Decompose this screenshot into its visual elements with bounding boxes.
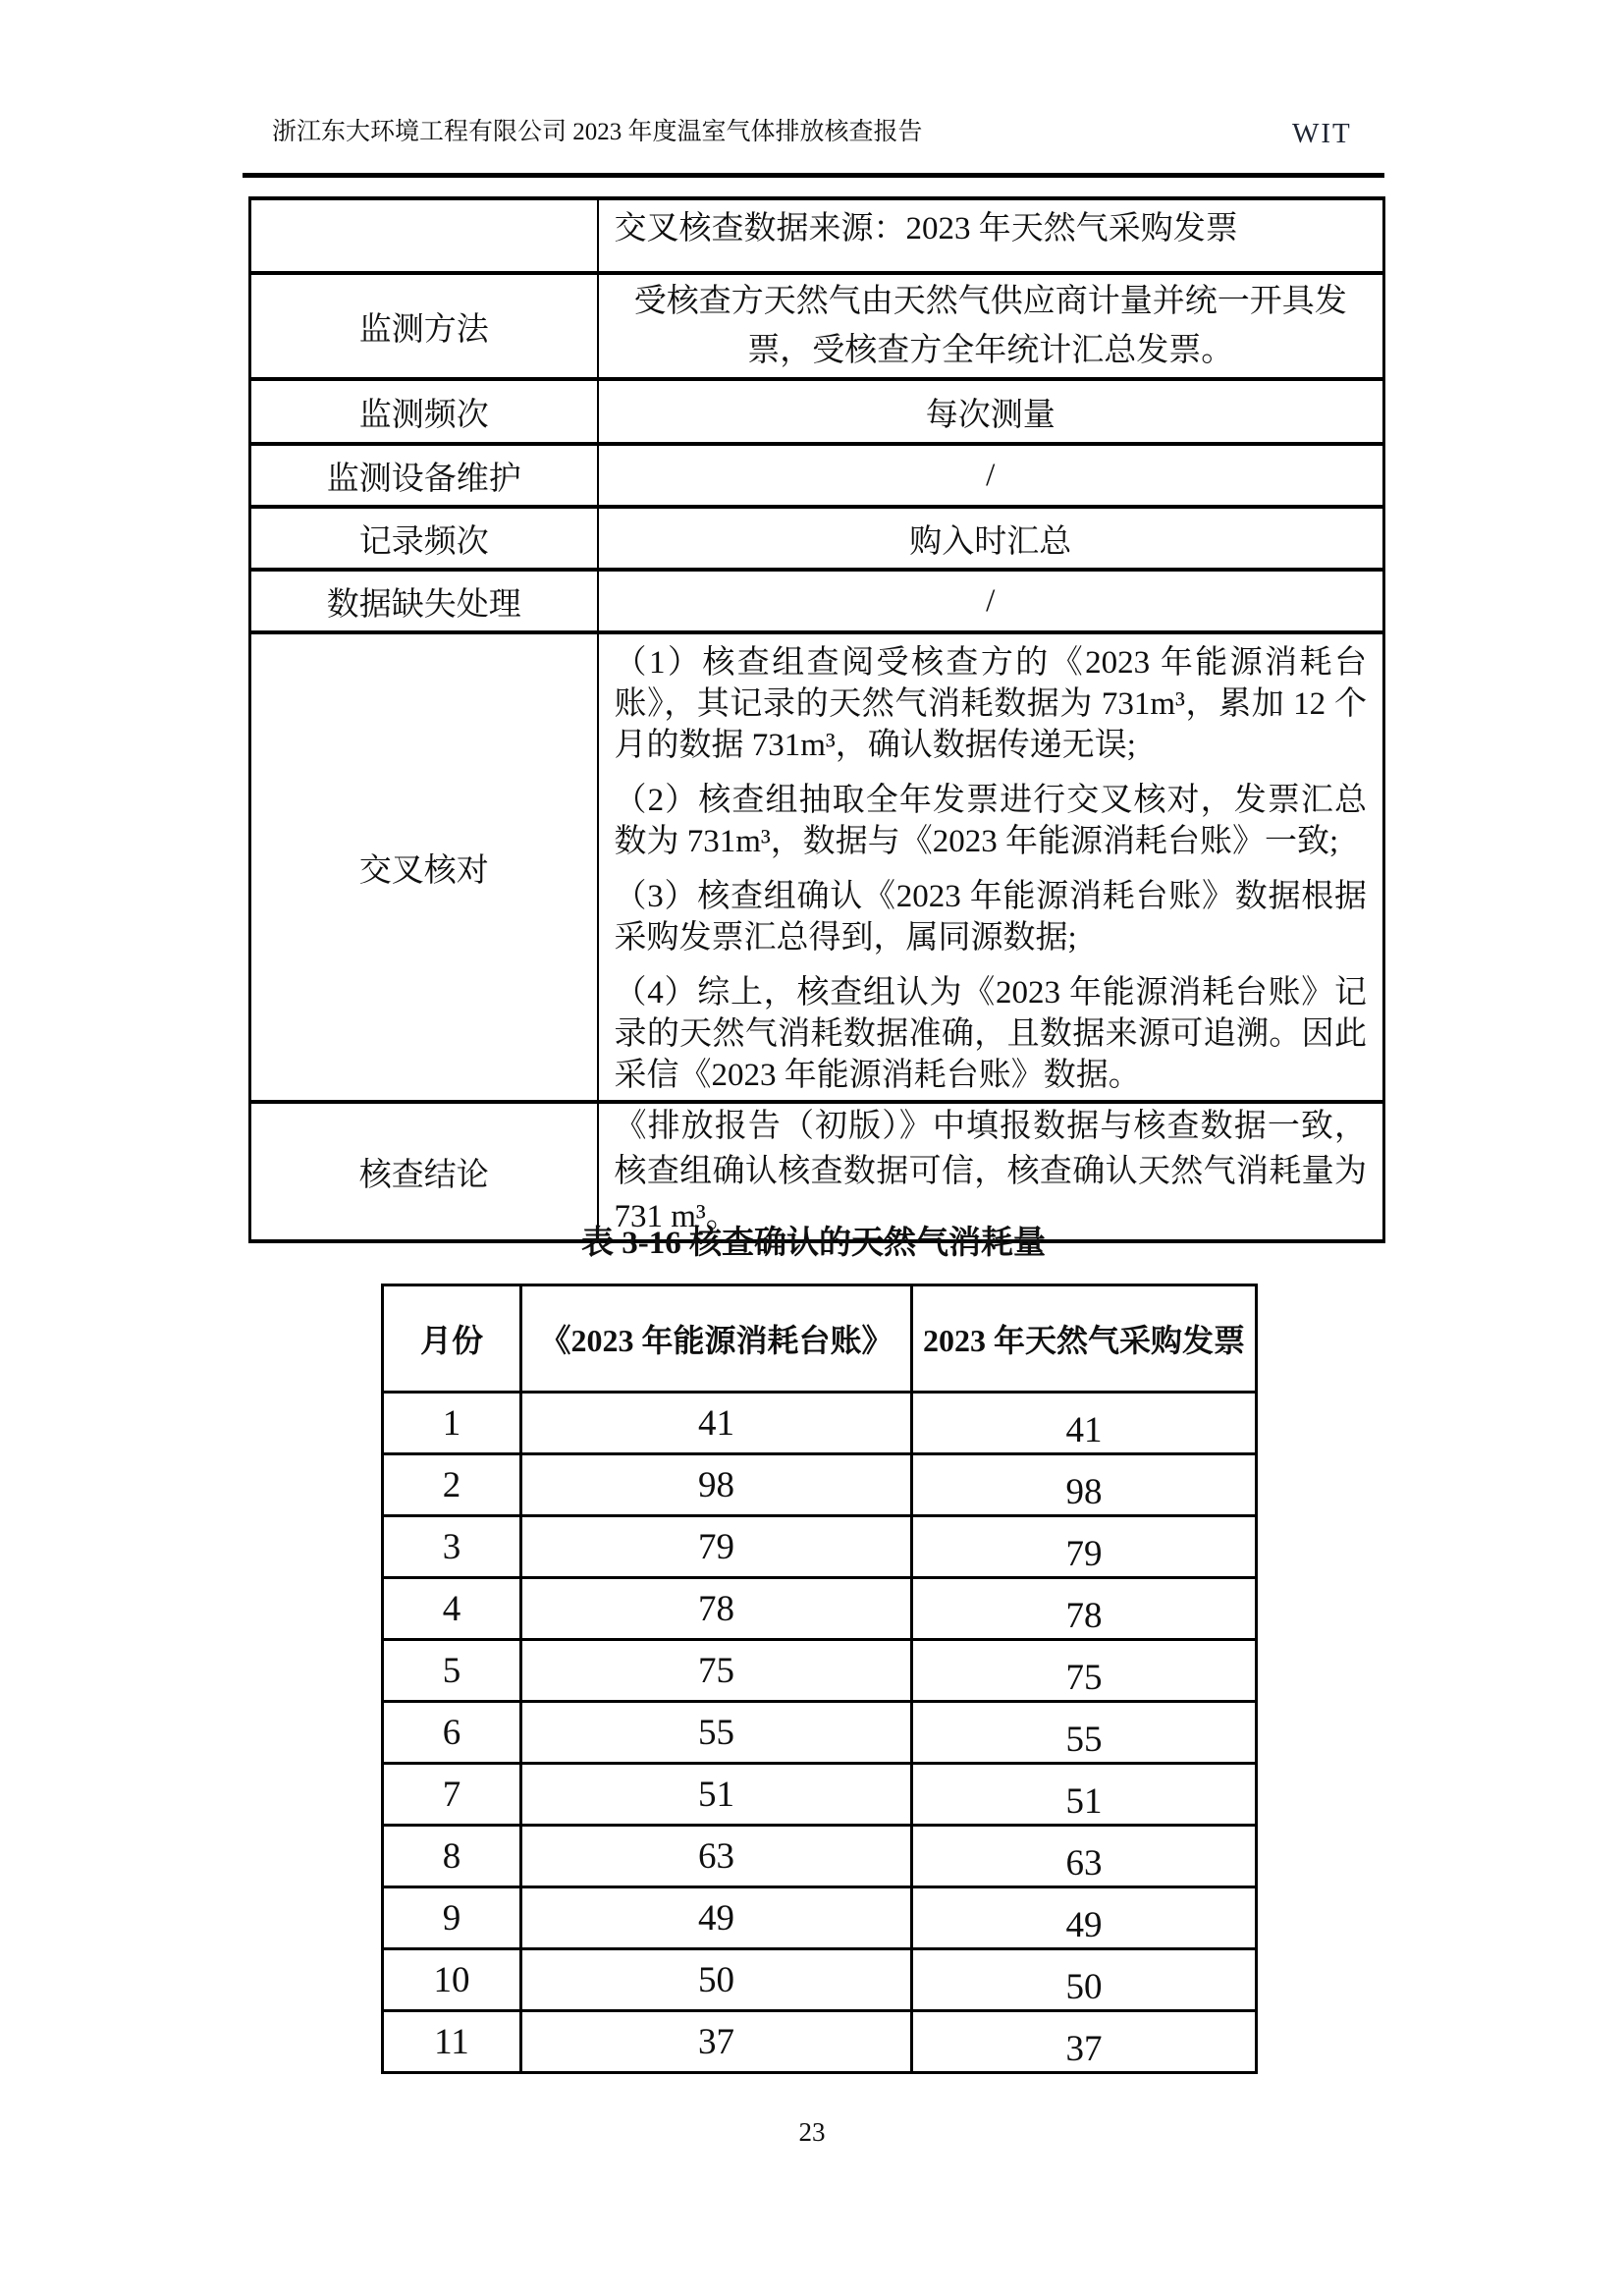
invoice-value-cell (912, 1640, 1257, 1702)
invoice-value-cell (912, 1393, 1257, 1454)
invoice-value-cell (912, 1764, 1257, 1826)
row-label: 监测频次 (250, 379, 598, 444)
invoice-value: 51 (1065, 1780, 1103, 1822)
table-row (383, 1887, 1257, 1949)
invoice-value: 75 (1065, 1657, 1103, 1698)
ledger-value-cell: 63 (521, 1826, 912, 1887)
table-row (383, 1578, 1257, 1640)
header-row (383, 1285, 1257, 1393)
row-label: 交叉核对 (250, 632, 598, 1102)
invoice-value-cell (912, 1454, 1257, 1516)
table-row (383, 1393, 1257, 1454)
row-value: 交叉核查数据来源：2023 年天然气采购发票 (598, 198, 1384, 273)
table-row (383, 1516, 1257, 1578)
month-cell: 4 (383, 1578, 521, 1640)
invoice-value-cell (912, 1516, 1257, 1578)
month-cell: 7 (383, 1764, 521, 1826)
month-cell: 9 (383, 1887, 521, 1949)
invoice-value: 79 (1065, 1533, 1103, 1574)
ledger-value-cell: 78 (521, 1578, 912, 1640)
table-caption: 表 3-16 核查确认的天然气消耗量 (581, 1226, 1046, 1261)
row-value: 购入时汇总 (598, 507, 1384, 570)
table-row (383, 2011, 1257, 2073)
invoice-value-cell (912, 2011, 1257, 2073)
ledger-value-cell: 41 (521, 1393, 912, 1454)
invoice-value-cell (912, 1702, 1257, 1764)
month-cell: 1 (383, 1393, 521, 1454)
table-row (250, 570, 1384, 632)
header-divider (243, 173, 1384, 178)
month-cell: 10 (383, 1949, 521, 2011)
column-header-invoice: 2023 年天然气采购发票 (912, 1285, 1257, 1393)
table-row (250, 379, 1384, 444)
row-value: 受核查方天然气由天然气供应商计量并统一开具发票，受核查方全年统计汇总发票。 (598, 273, 1384, 379)
cross-check-cell (598, 632, 1384, 1102)
row-label: 监测设备维护 (250, 444, 598, 507)
row-value: / (598, 570, 1384, 632)
month-cell: 2 (383, 1454, 521, 1516)
table-row (383, 1826, 1257, 1887)
cross-check-paragraph: （3）核查组确认《2023 年能源消耗台账》数据根据采购发票汇总得到，属同源数据; (614, 879, 1367, 956)
ledger-value-cell: 49 (521, 1887, 912, 1949)
month-cell: 5 (383, 1640, 521, 1702)
invoice-value-cell (912, 1949, 1257, 2011)
report-header-title: 浙江东大环境工程有限公司 2023 年度温室气体排放核查报告 (272, 119, 923, 145)
invoice-value: 78 (1065, 1595, 1103, 1636)
invoice-value: 49 (1065, 1904, 1103, 1945)
page-number: 23 (798, 2117, 826, 2147)
invoice-value: 63 (1065, 1842, 1103, 1884)
table-row (383, 1764, 1257, 1826)
table-row (383, 1454, 1257, 1516)
ledger-value-cell: 98 (521, 1454, 912, 1516)
wit-logo: WIT (1292, 118, 1352, 149)
ledger-value-cell: 55 (521, 1702, 912, 1764)
month-cell: 8 (383, 1826, 521, 1887)
table-row (250, 444, 1384, 507)
table-row (250, 198, 1384, 273)
table-row (383, 1949, 1257, 2011)
ledger-value-cell: 51 (521, 1764, 912, 1826)
consumption-table (381, 1284, 1258, 2074)
invoice-value-cell (912, 1887, 1257, 1949)
ledger-value-cell: 79 (521, 1516, 912, 1578)
row-label: 监测方法 (250, 273, 598, 379)
invoice-value-cell (912, 1826, 1257, 1887)
row-label: 记录频次 (250, 507, 598, 570)
cross-check-paragraph: （4）综上，核查组认为《2023 年能源消耗台账》记录的天然气消耗数据准确，且数据来源可追溯。因此采信《2023 年能源消耗台账》数据。 (614, 975, 1367, 1093)
column-header-month: 月份 (383, 1285, 521, 1393)
month-cell: 11 (383, 2011, 521, 2073)
table-row (250, 632, 1384, 1102)
row-label (250, 198, 598, 273)
row-value: 《排放报告（初版）》中填报数据与核查数据一致，核查组确认核查数据可信，核查确认天然气消耗量为 731 m³。 (598, 1102, 1384, 1241)
month-cell: 6 (383, 1702, 521, 1764)
ledger-value-cell: 50 (521, 1949, 912, 2011)
invoice-value: 50 (1065, 1966, 1103, 2007)
invoice-value: 55 (1065, 1719, 1103, 1760)
cross-check-paragraph: （1）核查组查阅受核查方的《2023 年能源消耗台账》，其记录的天然气消耗数据为 731m³，累加 12 个月的数据 731m³，确认数据传递无误; (614, 645, 1367, 763)
table-row (383, 1702, 1257, 1764)
row-value: 每次测量 (598, 379, 1384, 444)
table-row (250, 1102, 1384, 1241)
ledger-value-cell: 37 (521, 2011, 912, 2073)
invoice-value: 41 (1065, 1409, 1103, 1450)
invoice-value: 98 (1065, 1471, 1103, 1512)
invoice-value: 37 (1065, 2028, 1103, 2069)
row-label: 数据缺失处理 (250, 570, 598, 632)
invoice-value-cell (912, 1578, 1257, 1640)
ledger-value-cell: 75 (521, 1640, 912, 1702)
month-cell: 3 (383, 1516, 521, 1578)
table-row (250, 273, 1384, 379)
cross-check-paragraph: （2）核查组抽取全年发票进行交叉核对，发票汇总数为 731m³，数据与《2023 年能源消耗台账》一致; (614, 783, 1367, 859)
monitoring-table (248, 196, 1385, 1243)
table-row (383, 1640, 1257, 1702)
table-row (250, 507, 1384, 570)
row-label: 核查结论 (250, 1102, 598, 1241)
row-value: / (598, 444, 1384, 507)
column-header-ledger: 《2023 年能源消耗台账》 (521, 1285, 912, 1393)
